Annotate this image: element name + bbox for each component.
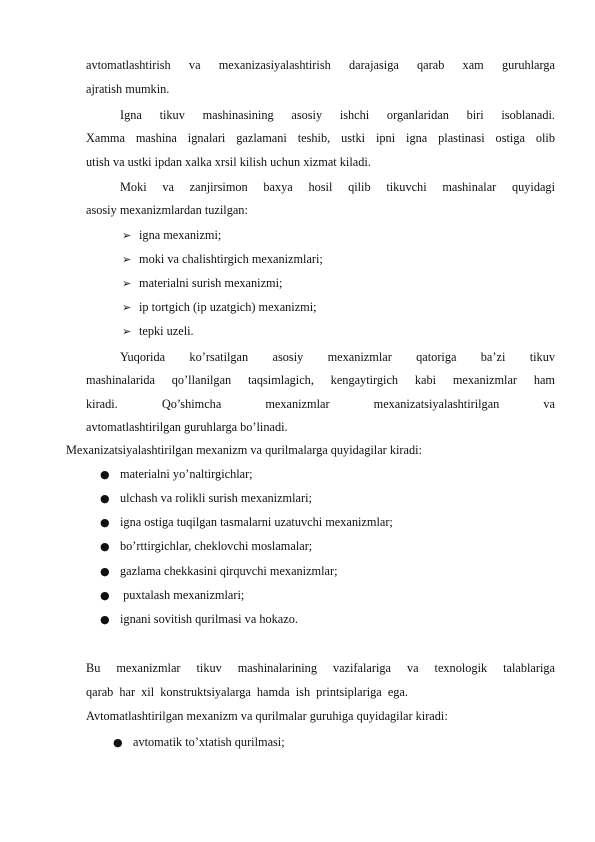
dot-list-item: ● gazlama chekkasini qirquvchi mexanizmlar; [100,564,338,578]
dot-list-item: ● ulchash va rolikli surish mexanizmlari; [100,491,312,505]
arrow-bullet-icon: ➢ [122,229,132,242]
arrow-bullet-icon: ➢ [122,277,132,290]
paragraph-4-line-2: mashinalarida qo’llanilgan taqsimlagich, kengaytirgich kabi mexanizmlar ham [86,373,555,387]
arrow-list-item: ➢ tepki uzeli. [122,324,194,338]
paragraph-3-line-2: asosiy mexanizmlardan tuzilgan: [86,203,248,217]
paragraph-1-line-1: avtomatlashtirish va mexanizasiyalashtirish darajasiga qarab xam guruhlarga [86,58,555,72]
dot-bullet-icon: ● [100,589,110,602]
paragraph-6-line-2: qarab har xil konstruktsiyalarga hamda ish printsiplariga ega. [86,685,408,699]
dot-list-item: ● avtomatik to’xtatish qurilmasi; [113,735,285,749]
arrow-list-item: ➢ moki va chalishtirgich mexanizmlari; [122,252,323,266]
paragraph-6-line-3: Avtomatlashtirilgan mexanizm va qurilmalar guruhiga quyidagilar kiradi: [86,709,448,723]
dot-bullet-icon: ● [100,565,110,578]
arrow-bullet-icon: ➢ [122,253,132,266]
paragraph-2-line-1: Igna tikuv mashinasining asosiy ishchi organlaridan biri isoblanadi. [120,108,555,122]
arrow-bullet-icon: ➢ [122,301,132,314]
dot-list-item: ● puxtalash mexanizmlari; [100,588,245,602]
paragraph-4-line-1: Yuqorida ko’rsatilgan asosiy mexanizmlar qatoriga ba’zi tikuv [120,350,555,364]
arrow-bullet-icon: ➢ [122,325,132,338]
dot-bullet-icon: ● [100,613,110,626]
paragraph-2-line-3: utish va ustki ipdan xalka xrsil kilish uchun xizmat kiladi. [86,155,371,169]
arrow-list-item: ➢ materialni surish mexanizmi; [122,276,283,290]
arrow-list-item: ➢ igna mexanizmi; [122,228,222,242]
paragraph-4-line-3: kiradi. Qo’shimcha mexanizmlar mexanizatsiyalashtirilgan va [86,397,555,411]
paragraph-6-line-1: Bu mexanizmlar tikuv mashinalarining vazifalariga va texnologik talablariga [86,661,555,675]
dot-bullet-icon: ● [100,516,110,529]
dot-bullet-icon: ● [100,468,110,481]
paragraph-1-line-2: ajratish mumkin. [86,82,170,96]
paragraph-3-line-1: Moki va zanjirsimon baxya hosil qilib tikuvchi mashinalar quyidagi [120,180,555,194]
dot-bullet-icon: ● [113,736,123,749]
dot-bullet-icon: ● [100,492,110,505]
paragraph-4-line-4: avtomatlashtirilgan guruhlarga bo’linadi. [86,420,288,434]
arrow-list-item: ➢ ip tortgich (ip uzatgich) mexanizmi; [122,300,317,314]
dot-list-item: ● materialni yo’naltirgichlar; [100,467,253,481]
dot-bullet-icon: ● [100,540,110,553]
dot-list-item: ● bo’rttirgichlar, cheklovchi moslamalar; [100,539,313,553]
dot-list-item: ● ignani sovitish qurilmasi va hokazo. [100,612,298,626]
paragraph-2-line-2: Xamma mashina ignalari gazlamani teshib, ustki ipni igna plastinasi ostiga olib [86,131,555,145]
paragraph-5-heading: Mexanizatsiyalashtirilgan mexanizm va qurilmalarga quyidagilar kiradi: [66,443,422,457]
dot-list-item: ● igna ostiga tuqilgan tasmalarni uzatuvchi mexanizmlar; [100,515,393,529]
